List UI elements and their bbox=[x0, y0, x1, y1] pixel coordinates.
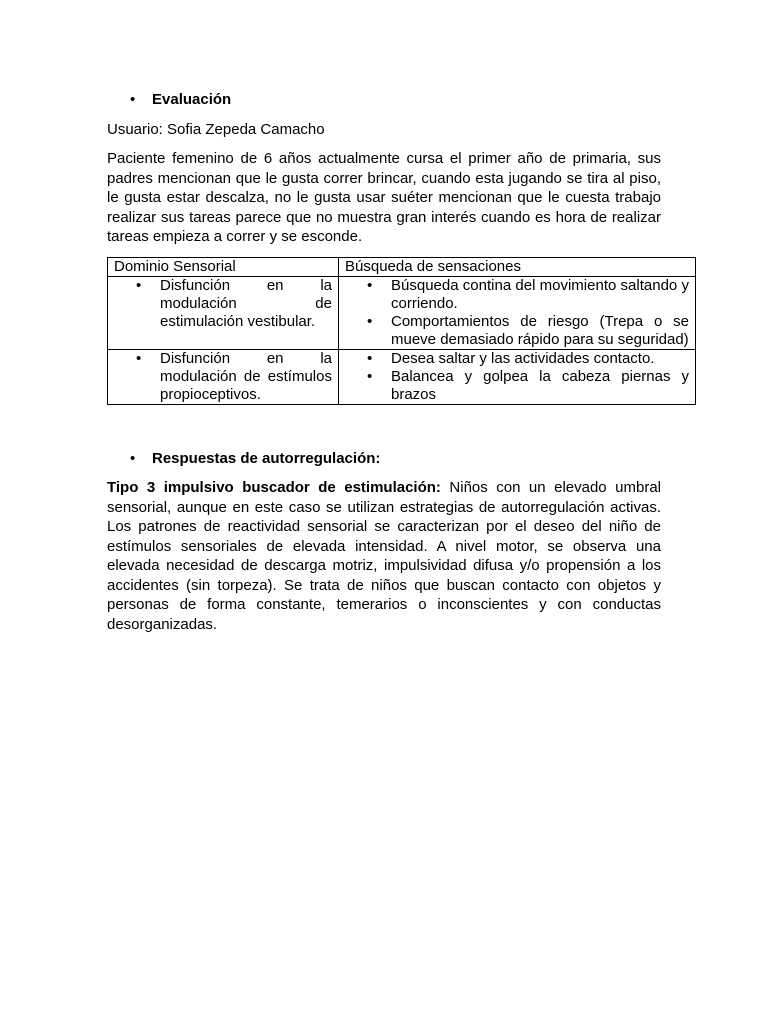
section-heading-evaluacion bbox=[130, 90, 231, 110]
table-header-row bbox=[108, 258, 696, 277]
tipo-lead: Tipo 3 impulsivo buscador de estimulación: bbox=[107, 479, 441, 496]
heading-text: Respuestas de autorregulación: bbox=[152, 450, 381, 467]
list-item: • Comportamientos de riesgo (Trepa o se mueve demasiado rápido para su seguridad) bbox=[391, 313, 689, 349]
sensory-table bbox=[107, 257, 696, 405]
list-item: • Balancea y golpea la cabeza piernas y brazos bbox=[391, 368, 689, 404]
table-cell bbox=[108, 350, 339, 405]
table-cell bbox=[108, 277, 339, 350]
list-item: • Disfunción en la modulación de estímulos propioceptivos. bbox=[160, 350, 332, 404]
list-item: • Búsqueda contina del movimiento saltando y corriendo. bbox=[391, 277, 689, 313]
table-row bbox=[108, 350, 696, 405]
intro-paragraph: Paciente femenino de 6 años actualmente cursa el primer año de primaria, sus padres mencionan que le gusta correr brincar, cuando esta jugando se tira al piso, le gusta estar descalza, no le gusta usar suéter mencionan que le cuesta trabajo realizar sus tareas parece que no muestra gran interés cuando es hora de realizar tareas empieza a correr y se esconde. bbox=[107, 150, 661, 245]
table-cell bbox=[339, 277, 696, 350]
table-cell bbox=[339, 350, 696, 405]
list-item: • Desea saltar y las actividades contacto. bbox=[391, 350, 689, 368]
tipo-body: Niños con un elevado umbral sensorial, aunque en este caso se utilizan estrategias de autorregulación activas. Los patrones de reactividad sensorial se caracterizan por el deseo del niño de estímulos sensoriales de elevada intensidad. A nivel motor, se observa una elevada necesidad de descarga motriz, impulsividad difusa y/o propensión a los accidentes (sin torpeza). Se trata de niños que buscan contacto con objetos y personas de forma constante, temerarios o inconscientes y con conductas desorganizadas. bbox=[107, 479, 661, 633]
table-header-cell: Dominio Sensorial bbox=[108, 258, 339, 277]
tipo-paragraph bbox=[107, 478, 661, 634]
section-heading-respuestas bbox=[130, 449, 380, 469]
bullet-icon: • bbox=[130, 450, 136, 467]
bullet-icon: • bbox=[130, 91, 136, 108]
user-line: Usuario: Sofia Zepeda Camacho bbox=[107, 121, 325, 138]
list-item: • Disfunción en la modulación de estimulación vestibular. bbox=[160, 277, 332, 331]
heading-text: Evaluación bbox=[152, 91, 232, 108]
table-row bbox=[108, 277, 696, 350]
table-header-cell: Búsqueda de sensaciones bbox=[339, 258, 696, 277]
